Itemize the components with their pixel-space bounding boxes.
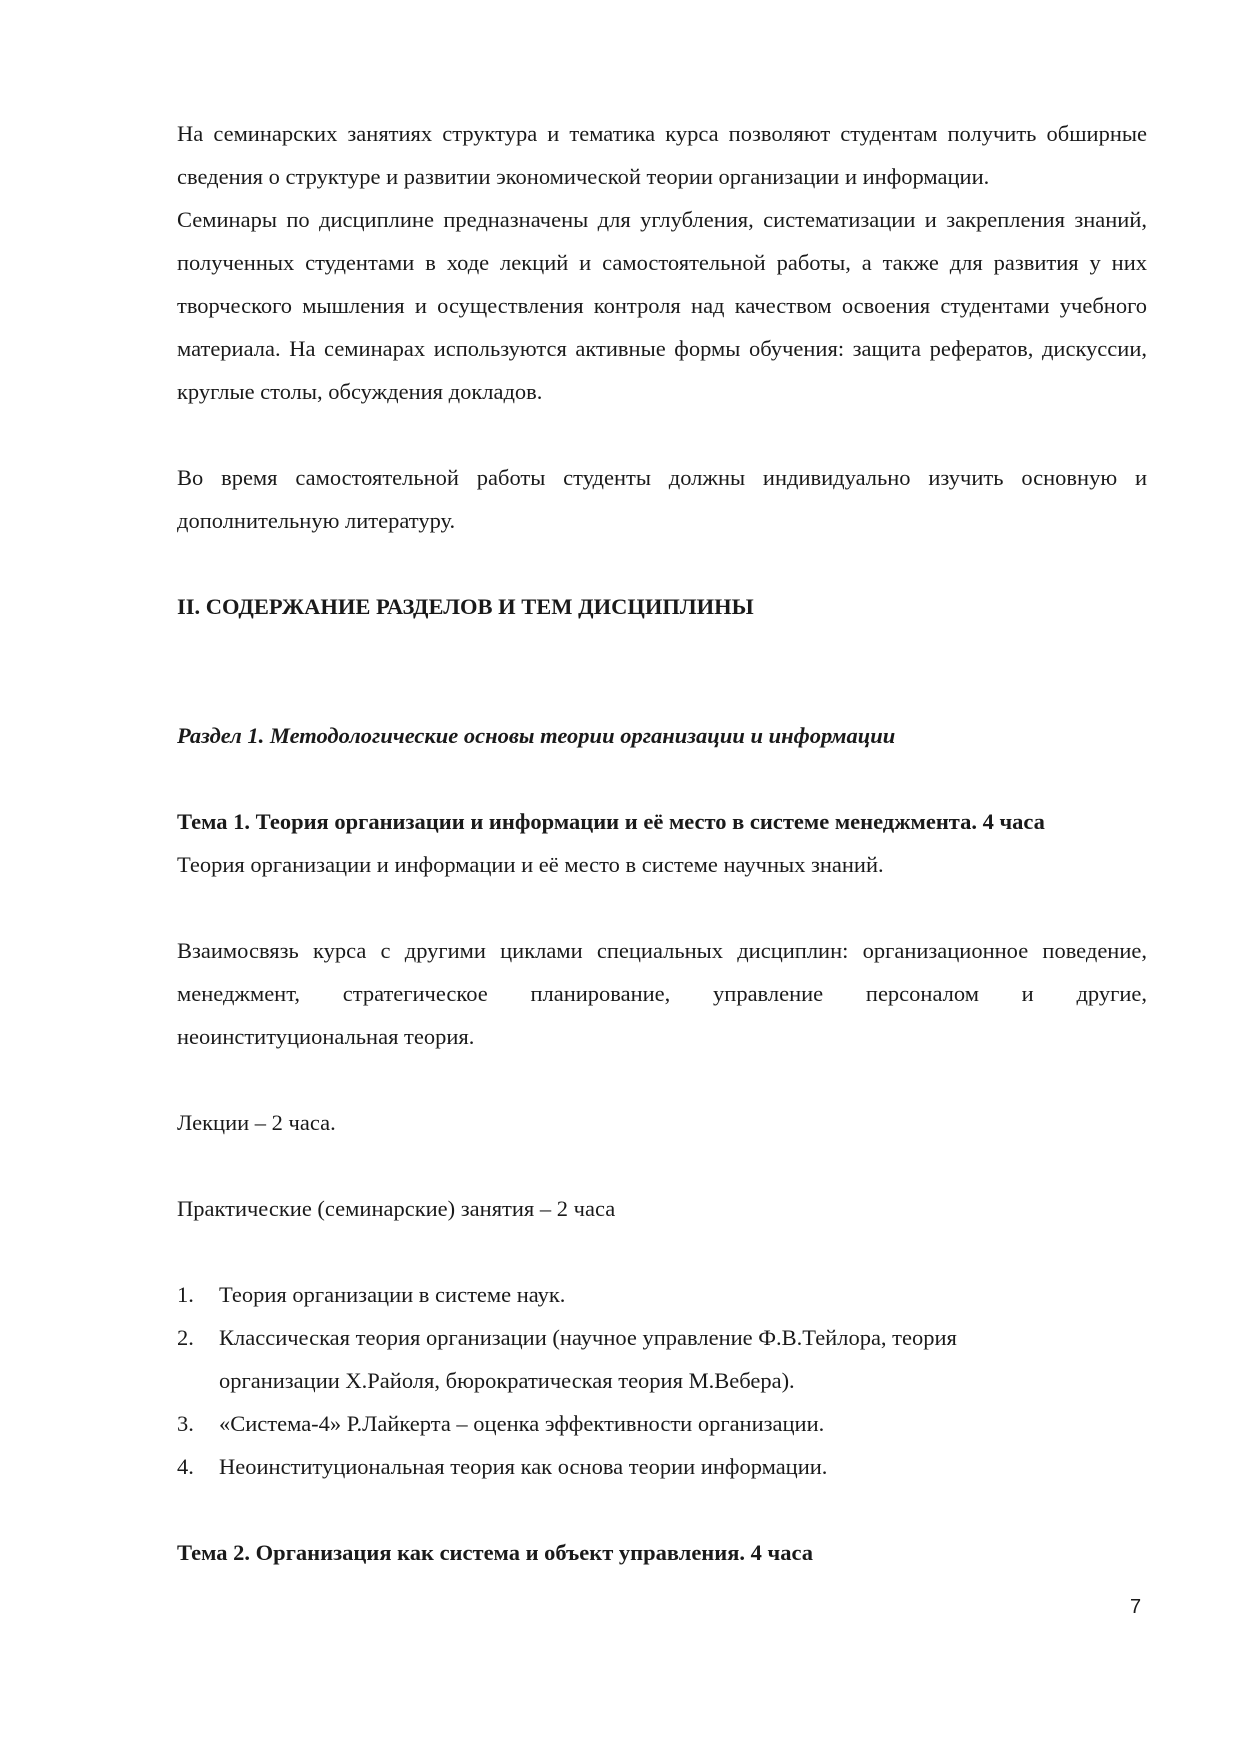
list-item: [177, 1402, 1147, 1445]
list-item-text: Теория организации в системе наук.: [219, 1282, 566, 1307]
topic-1-list: [177, 1273, 1147, 1488]
topic-1-heading: Тема 1. Теория организации и информации и её место в системе менеджмента. 4 часа: [177, 809, 1045, 834]
page-number: 7: [1130, 1596, 1142, 1618]
list-item-number: 1.: [177, 1282, 194, 1307]
chapter-heading: II. СОДЕРЖАНИЕ РАЗДЕЛОВ И ТЕМ ДИСЦИПЛИНЫ: [177, 594, 754, 619]
topic-1-practice: Практические (семинарские) занятия – 2 часа: [177, 1196, 616, 1221]
topic-1-subtitle: Теория организации и информации и её место в системе научных знаний.: [177, 852, 884, 877]
list-item-text: Неоинституциональная теория как основа теории информации.: [219, 1454, 828, 1479]
list-item: [177, 1445, 1147, 1488]
list-item-number: 3.: [177, 1411, 194, 1436]
list-item-text: Классическая теория организации (научное управление Ф.В.Тейлора, теория организации Х.Райоля, бюрократическая теория М.Вебера).: [219, 1325, 957, 1393]
list-item-text: «Система-4» Р.Лайкерта – оценка эффективности организации.: [219, 1411, 825, 1436]
list-item: [177, 1316, 1147, 1402]
intro-paragraph-seminar-structure: На семинарских занятиях структура и тематика курса позволяют студентам получить обширные сведения о структуре и развитии экономической теории организации и информации.: [177, 121, 1147, 189]
topic-2-heading: Тема 2. Организация как система и объект управления. 4 часа: [177, 1540, 813, 1565]
list-item-number: 2.: [177, 1325, 194, 1350]
topic-1-lectures: Лекции – 2 часа.: [177, 1110, 336, 1135]
section-title: Раздел 1. Методологические основы теории организации и информации: [177, 723, 896, 748]
document-page: [177, 112, 1147, 1574]
list-item-number: 4.: [177, 1454, 194, 1479]
list-item: [177, 1273, 1147, 1316]
intro-paragraph-self-study: Во время самостоятельной работы студенты должны индивидуально изучить основную и дополнительную литературу.: [177, 465, 1147, 533]
topic-1-relation: Взаимосвязь курса с другими циклами специальных дисциплин: организационное поведение, менеджмент, стратегическое планирование, управление персоналом и другие, неоинституциональная теория.: [177, 938, 1147, 1049]
intro-paragraph-seminar-purpose: Семинары по дисциплине предназначены для углубления, систематизации и закрепления знаний, полученных студентами в ходе лекций и самостоятельной работы, а также для развития у них творческого мышления и осуществления контроля над качеством освоения студентами учебного материала. На семинарах используются активные формы обучения: защита рефератов, дискуссии, круглые столы, обсуждения докладов.: [177, 207, 1147, 404]
